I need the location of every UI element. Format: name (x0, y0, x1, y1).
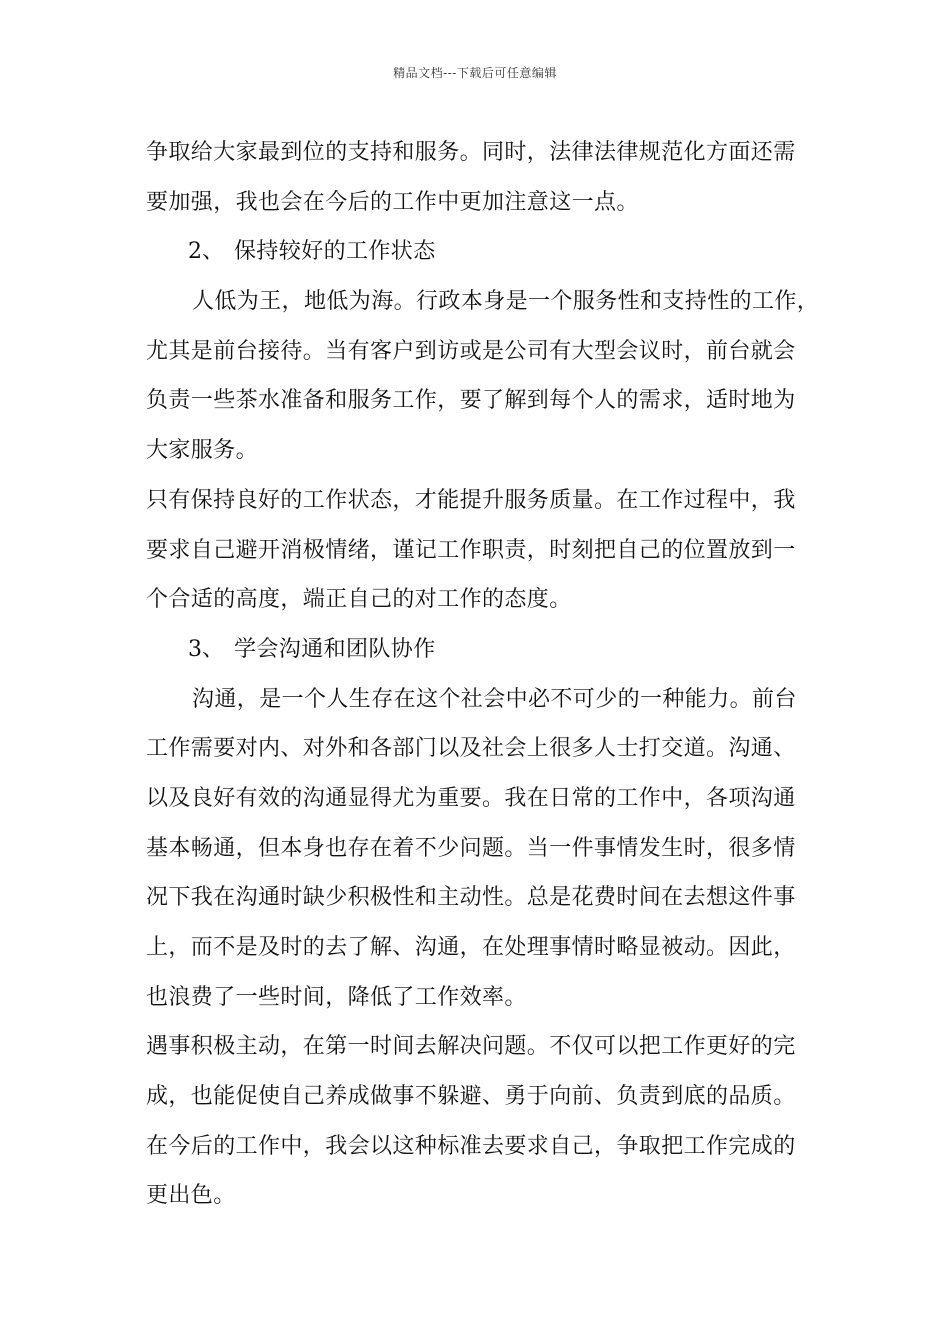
text-line: 也浪费了一些时间，降低了工作效率。 (146, 984, 527, 1010)
section-heading-2 (146, 227, 816, 277)
text-line: 尤其是前台接待。当有客户到访或是公司有大型会议时，前台就会 (146, 338, 796, 364)
text-line: 要加强，我也会在今后的工作中更加注意这一点。 (146, 189, 639, 215)
text-line: 争取给大家最到位的支持和服务。同时，法律法律规范化方面还需 (146, 140, 796, 165)
text-line: 只有保持良好的工作状态，才能提升服务质量。在工作过程中，我 (146, 487, 796, 513)
text-line: 基本畅通，但本身也存在着不少问题。当一件事情发生时，很多情 (146, 835, 796, 861)
text-line: 更出色。 (146, 1183, 236, 1209)
text-line: 以及良好有效的沟通显得尤为重要。我在日常的工作中，各项沟通 (146, 785, 796, 811)
section-heading-3 (146, 625, 816, 675)
text-line: 上，而不是及时的去了解、沟通，在处理事情时略显被动。因此， (146, 935, 796, 960)
text-line: 成，也能促使自己养成做事不躲避、勇于向前、负责到底的品质。 (146, 1084, 796, 1110)
section-title: 学会沟通和团队协作 (234, 636, 436, 662)
text-line: 沟通，是一个人生存在这个社会中必不可少的一种能力。前台 (192, 686, 797, 712)
text-line: 要求自己避开消极情绪，谨记工作职责，时刻把自己的位置放到一 (146, 537, 796, 563)
section-number: 3、 (188, 636, 224, 662)
text-line: 况下我在沟通时缺少积极性和主动性。总是花费时间在去想这件事 (146, 885, 796, 911)
page-header: 精品文档---下载后可任意编辑 (393, 66, 557, 80)
text-line: 人低为王，地低为海。行政本身是一个服务性和支持性的工作， (192, 289, 820, 315)
section-title: 保持较好的工作状态 (234, 239, 436, 265)
text-line: 工作需要对内、对外和各部门以及社会上很多人士打交道。沟通、 (146, 736, 796, 762)
text-line: 大家服务。 (146, 438, 259, 464)
document-body (146, 128, 820, 1221)
section-number: 2、 (188, 239, 224, 265)
text-line: 负责一些茶水准备和服务工作，要了解到每个人的需求，适时地为 (146, 388, 796, 414)
text-line: 在今后的工作中，我会以这种标准去要求自己，争取把工作完成的 (146, 1133, 796, 1159)
text-line: 遇事积极主动，在第一时间去解决问题。不仅可以把工作更好的完 (146, 1034, 796, 1060)
text-line: 个合适的高度，端正自己的对工作的态度。 (146, 587, 572, 613)
